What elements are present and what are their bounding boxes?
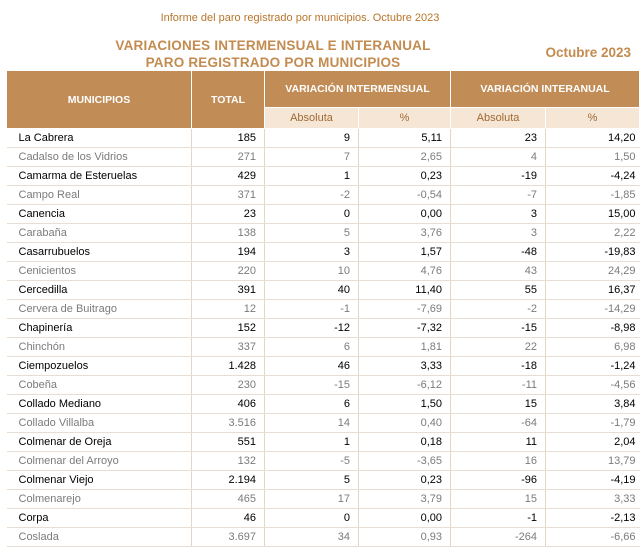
cell-interanual-pct: 24,29 [546, 262, 640, 281]
cell-intermensual-pct: -0,54 [359, 186, 451, 205]
cell-interanual-pct: 16,37 [546, 281, 640, 300]
table-row [7, 319, 640, 338]
cell-municipio: Canencia [7, 205, 192, 224]
cell-intermensual-pct: 1,50 [359, 395, 451, 414]
header-interanual-absoluta: Absoluta [451, 108, 546, 129]
cell-total: 132 [192, 452, 265, 471]
report-period: Octubre 2023 [545, 45, 631, 60]
cell-intermensual-absoluta: 34 [265, 528, 359, 547]
cell-intermensual-pct: -3,65 [359, 452, 451, 471]
cell-municipio: Colmenar del Arroyo [7, 452, 192, 471]
cell-intermensual-absoluta: 0 [265, 205, 359, 224]
table-row [7, 395, 640, 414]
table-row [7, 471, 640, 490]
table-row [7, 167, 640, 186]
cell-intermensual-pct: -7,69 [359, 300, 451, 319]
cell-interanual-pct: 2,04 [546, 433, 640, 452]
cell-interanual-absoluta: -264 [451, 528, 546, 547]
cell-total: 337 [192, 338, 265, 357]
header-municipios: MUNICIPIOS [7, 71, 192, 129]
cell-interanual-absoluta: 4 [451, 148, 546, 167]
cell-intermensual-pct: 4,76 [359, 262, 451, 281]
cell-total: 391 [192, 281, 265, 300]
report-title-line-2: PARO REGISTRADO POR MUNICIPIOS [145, 55, 401, 70]
cell-total: 46 [192, 509, 265, 528]
cell-intermensual-absoluta: 9 [265, 129, 359, 148]
cell-interanual-pct: -1,24 [546, 357, 640, 376]
cell-interanual-pct: 6,98 [546, 338, 640, 357]
cell-interanual-pct: 2,22 [546, 224, 640, 243]
cell-municipio: La Cabrera [7, 129, 192, 148]
table-row [7, 129, 640, 148]
cell-interanual-pct: -4,56 [546, 376, 640, 395]
report-title [90, 37, 456, 71]
cell-total: 271 [192, 148, 265, 167]
cell-intermensual-pct: 0,93 [359, 528, 451, 547]
cell-interanual-absoluta: 3 [451, 205, 546, 224]
cell-municipio: Chapinería [7, 319, 192, 338]
table-row [7, 490, 640, 509]
cell-interanual-absoluta: 43 [451, 262, 546, 281]
cell-intermensual-absoluta: 3 [265, 243, 359, 262]
report-header-line: Informe del paro registrado por municipios. Octubre 2023 [160, 12, 440, 24]
cell-municipio: Colmenar Viejo [7, 471, 192, 490]
cell-intermensual-pct: 3,33 [359, 357, 451, 376]
cell-municipio: Coslada [7, 528, 192, 547]
cell-total: 371 [192, 186, 265, 205]
header-variacion-interanual: VARIACIÓN INTERANUAL [451, 71, 640, 108]
cell-interanual-absoluta: -15 [451, 319, 546, 338]
cell-interanual-absoluta: -7 [451, 186, 546, 205]
cell-intermensual-absoluta: 40 [265, 281, 359, 300]
cell-interanual-absoluta: 15 [451, 490, 546, 509]
cell-municipio: Cadalso de los Vidrios [7, 148, 192, 167]
table-row [7, 376, 640, 395]
cell-total: 220 [192, 262, 265, 281]
cell-intermensual-pct: 0,40 [359, 414, 451, 433]
cell-total: 406 [192, 395, 265, 414]
cell-interanual-pct: 1,50 [546, 148, 640, 167]
cell-interanual-absoluta: -11 [451, 376, 546, 395]
cell-interanual-pct: 3,84 [546, 395, 640, 414]
cell-total: 230 [192, 376, 265, 395]
cell-total: 23 [192, 205, 265, 224]
cell-intermensual-pct: 11,40 [359, 281, 451, 300]
table-row [7, 509, 640, 528]
cell-intermensual-pct: 5,11 [359, 129, 451, 148]
table-row [7, 338, 640, 357]
cell-municipio: Colmenarejo [7, 490, 192, 509]
header-interanual-pct: % [546, 108, 640, 129]
cell-intermensual-absoluta: 5 [265, 471, 359, 490]
cell-intermensual-pct: 0,23 [359, 471, 451, 490]
report-title-line-1: VARIACIONES INTERMENSUAL E INTERANUAL [115, 38, 431, 53]
cell-intermensual-absoluta: 6 [265, 395, 359, 414]
cell-interanual-pct: 3,33 [546, 490, 640, 509]
table-row [7, 148, 640, 167]
cell-intermensual-pct: 2,65 [359, 148, 451, 167]
cell-interanual-absoluta: -48 [451, 243, 546, 262]
header-total: TOTAL [192, 71, 265, 129]
cell-interanual-pct: 15,00 [546, 205, 640, 224]
cell-intermensual-absoluta: 1 [265, 167, 359, 186]
cell-municipio: Colmenar de Oreja [7, 433, 192, 452]
cell-interanual-pct: 13,79 [546, 452, 640, 471]
cell-intermensual-pct: 0,00 [359, 205, 451, 224]
cell-total: 1.428 [192, 357, 265, 376]
header-intermensual-absoluta: Absoluta [265, 108, 359, 129]
cell-intermensual-absoluta: -1 [265, 300, 359, 319]
cell-interanual-pct: -14,29 [546, 300, 640, 319]
cell-total: 12 [192, 300, 265, 319]
cell-total: 465 [192, 490, 265, 509]
cell-interanual-absoluta: 23 [451, 129, 546, 148]
cell-total: 429 [192, 167, 265, 186]
cell-interanual-absoluta: -19 [451, 167, 546, 186]
cell-intermensual-absoluta: 0 [265, 509, 359, 528]
cell-interanual-pct: 14,20 [546, 129, 640, 148]
cell-intermensual-pct: 0,23 [359, 167, 451, 186]
cell-municipio: Corpa [7, 509, 192, 528]
table-row [7, 186, 640, 205]
cell-municipio: Collado Villalba [7, 414, 192, 433]
cell-interanual-pct: -8,98 [546, 319, 640, 338]
cell-interanual-pct: -4,19 [546, 471, 640, 490]
unemployment-table [6, 71, 640, 547]
cell-intermensual-pct: 3,79 [359, 490, 451, 509]
cell-interanual-pct: -19,83 [546, 243, 640, 262]
cell-intermensual-absoluta: -2 [265, 186, 359, 205]
cell-municipio: Carabaña [7, 224, 192, 243]
table-row [7, 281, 640, 300]
cell-intermensual-absoluta: 14 [265, 414, 359, 433]
cell-intermensual-pct: 0,00 [359, 509, 451, 528]
cell-total: 3.516 [192, 414, 265, 433]
cell-intermensual-absoluta: 17 [265, 490, 359, 509]
cell-interanual-absoluta: 3 [451, 224, 546, 243]
table-body [7, 129, 640, 547]
header-intermensual-pct: % [359, 108, 451, 129]
cell-total: 3.697 [192, 528, 265, 547]
table-row [7, 433, 640, 452]
cell-municipio: Cervera de Buitrago [7, 300, 192, 319]
cell-intermensual-absoluta: 1 [265, 433, 359, 452]
table-row [7, 414, 640, 433]
cell-intermensual-pct: -6,12 [359, 376, 451, 395]
cell-intermensual-absoluta: -12 [265, 319, 359, 338]
cell-intermensual-pct: -7,32 [359, 319, 451, 338]
cell-interanual-absoluta: -2 [451, 300, 546, 319]
cell-interanual-pct: -6,66 [546, 528, 640, 547]
table-row [7, 357, 640, 376]
table-row [7, 528, 640, 547]
cell-total: 138 [192, 224, 265, 243]
cell-municipio: Campo Real [7, 186, 192, 205]
cell-total: 551 [192, 433, 265, 452]
table-row [7, 300, 640, 319]
table-row [7, 262, 640, 281]
cell-intermensual-absoluta: 5 [265, 224, 359, 243]
cell-municipio: Chinchón [7, 338, 192, 357]
cell-interanual-absoluta: -18 [451, 357, 546, 376]
cell-municipio: Casarrubuelos [7, 243, 192, 262]
cell-intermensual-absoluta: -5 [265, 452, 359, 471]
cell-municipio: Ciempozuelos [7, 357, 192, 376]
table-row [7, 205, 640, 224]
cell-municipio: Cenicientos [7, 262, 192, 281]
table-row [7, 243, 640, 262]
cell-municipio: Cercedilla [7, 281, 192, 300]
cell-municipio: Cobeña [7, 376, 192, 395]
cell-interanual-absoluta: 11 [451, 433, 546, 452]
cell-total: 152 [192, 319, 265, 338]
cell-intermensual-absoluta: 7 [265, 148, 359, 167]
cell-interanual-pct: -1,85 [546, 186, 640, 205]
table-row [7, 452, 640, 471]
cell-interanual-absoluta: 55 [451, 281, 546, 300]
cell-total: 194 [192, 243, 265, 262]
cell-intermensual-absoluta: 46 [265, 357, 359, 376]
cell-interanual-pct: -4,24 [546, 167, 640, 186]
cell-municipio: Collado Mediano [7, 395, 192, 414]
cell-interanual-absoluta: -1 [451, 509, 546, 528]
cell-intermensual-pct: 3,76 [359, 224, 451, 243]
cell-total: 185 [192, 129, 265, 148]
cell-intermensual-absoluta: 6 [265, 338, 359, 357]
cell-interanual-pct: -2,13 [546, 509, 640, 528]
cell-interanual-absoluta: -64 [451, 414, 546, 433]
cell-intermensual-pct: 1,57 [359, 243, 451, 262]
cell-intermensual-pct: 1,81 [359, 338, 451, 357]
header-variacion-intermensual: VARIACIÓN INTERMENSUAL [265, 71, 451, 108]
cell-intermensual-absoluta: -15 [265, 376, 359, 395]
cell-interanual-absoluta: 16 [451, 452, 546, 471]
cell-intermensual-pct: 0,18 [359, 433, 451, 452]
cell-total: 2.194 [192, 471, 265, 490]
table-row [7, 224, 640, 243]
cell-intermensual-absoluta: 10 [265, 262, 359, 281]
cell-interanual-absoluta: -96 [451, 471, 546, 490]
cell-interanual-pct: -1,79 [546, 414, 640, 433]
cell-interanual-absoluta: 22 [451, 338, 546, 357]
cell-municipio: Camarma de Esteruelas [7, 167, 192, 186]
cell-interanual-absoluta: 15 [451, 395, 546, 414]
